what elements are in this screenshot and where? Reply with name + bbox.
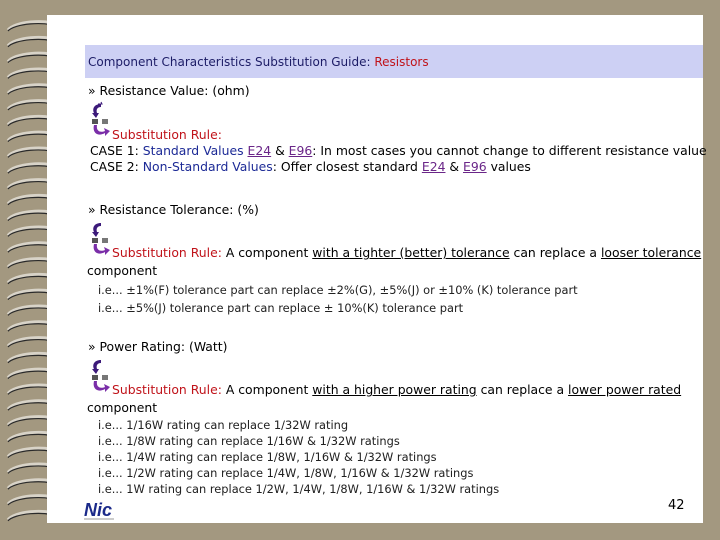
case-2-line: CASE 2: Non-Standard Values: Offer closest standard E24 & E96 values (90, 159, 531, 174)
swap-arrows-icon (88, 219, 114, 259)
title-prefix: Component Characteristics Substitution Guide: (88, 55, 375, 69)
rule-continuation-tolerance: component (87, 263, 158, 278)
example-line: i.e... 1/8W rating can replace 1/16W & 1/32W ratings (98, 434, 400, 448)
rule-continuation-power: component (87, 400, 158, 415)
rule-label-value: Substitution Rule: (112, 127, 222, 142)
e96-link[interactable]: E96 (288, 143, 313, 158)
section-heading-tolerance: » Resistance Tolerance: (%) (88, 202, 259, 217)
section-heading-power: » Power Rating: (Watt) (88, 339, 228, 354)
example-line: i.e... 1/2W rating can replace 1/4W, 1/8W, 1/16W & 1/32W ratings (98, 466, 474, 480)
example-line: i.e... 1/4W rating can replace 1/8W, 1/16W & 1/32W ratings (98, 450, 437, 464)
e24-link-2[interactable]: E24 (421, 159, 446, 174)
e24-link[interactable]: E24 (247, 143, 272, 158)
logo-text: Nic (84, 500, 113, 520)
example-line: i.e... ±1%(F) tolerance part can replace ±2%(G), ±5%(J) or ±10% (K) tolerance part (98, 283, 578, 297)
title-subject: Resistors (374, 55, 429, 69)
rule-line-tolerance: Substitution Rule: A component with a tighter (better) tolerance can replace a looser tolerance (112, 245, 702, 260)
example-line: i.e... 1W rating can replace 1/2W, 1/4W, 1/8W, 1/16W & 1/32W ratings (98, 482, 500, 496)
company-logo (84, 499, 118, 521)
rule-line-power: Substitution Rule: A component with a higher power rating can replace a lower power rated (112, 382, 682, 397)
case-1-line: CASE 1: Standard Values E24 & E96: In most cases you cannot change to different resistance value (90, 143, 707, 158)
swap-arrows-icon (88, 100, 114, 140)
example-line: i.e... 1/16W rating can replace 1/32W rating (98, 418, 349, 432)
example-line: i.e... ±5%(J) tolerance part can replace ± 10%(K) tolerance part (98, 301, 464, 315)
page-number: 42 (668, 498, 685, 513)
section-heading-value: » Resistance Value: (ohm) (88, 83, 250, 98)
e96-link-2[interactable]: E96 (463, 159, 487, 174)
swap-arrows-icon (88, 356, 114, 396)
page-title (88, 55, 429, 69)
